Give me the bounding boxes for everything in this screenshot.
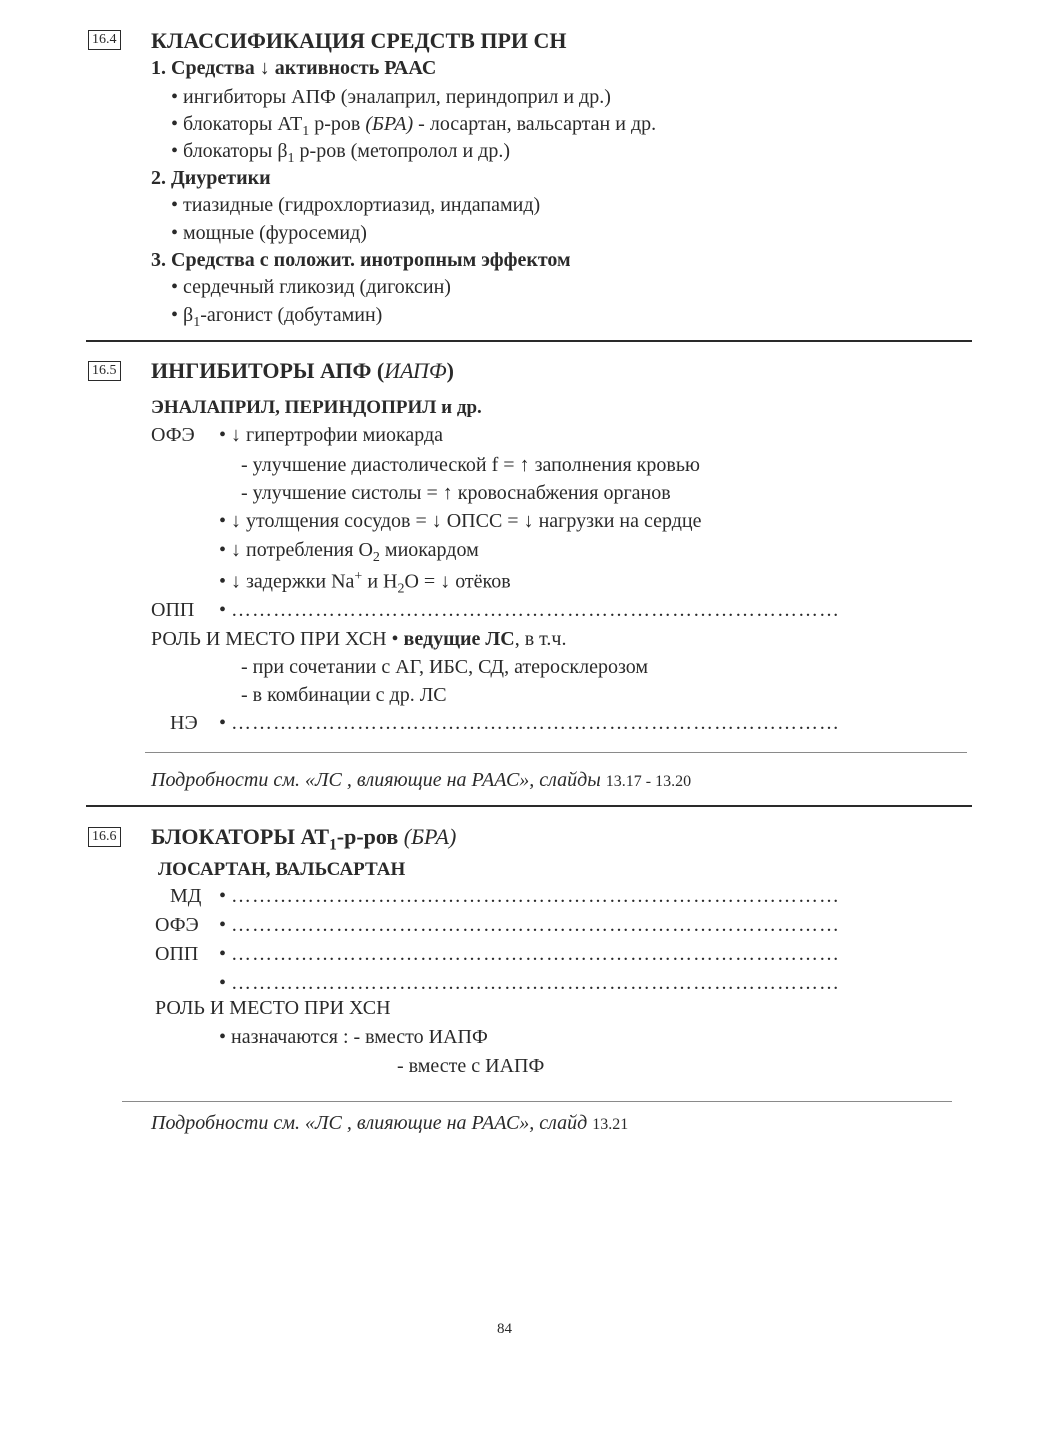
fill-in-line: • ……………………………………………………………………………	[219, 972, 841, 994]
section-title: КЛАССИФИКАЦИЯ СРЕДСТВ ПРИ СН	[151, 28, 567, 53]
page-number: 84	[497, 1321, 512, 1337]
fill-in-line: • ……………………………………………………………………………	[219, 885, 841, 907]
section-title: БЛОКАТОРЫ $АТ_1-р$-ров (БРА)	[151, 824, 457, 854]
note-divider	[145, 752, 967, 753]
list-item: • $\beta_1$-агонист (добутамин)	[171, 304, 383, 330]
section-number-box: 16.4	[88, 30, 121, 50]
sub-item: - улучшение диастолической f = ↑ заполнения кровью	[241, 454, 700, 476]
list-item: • блокаторы $\beta_1$ р-ров (метопролол и др.)	[171, 140, 510, 166]
ne-label: НЭ	[170, 712, 198, 734]
group-heading: 1. Средства ↓ активность РААС	[151, 57, 437, 79]
fill-in-line: • ……………………………………………………………………………	[219, 914, 841, 936]
section-number-box: 16.5	[88, 361, 121, 381]
opp-label: ОПП	[151, 599, 195, 621]
md-label: МД	[170, 885, 202, 907]
fill-in-line: • ……………………………………………………………………………	[219, 943, 841, 965]
list-item: • назначаются : - вместо ИАПФ	[219, 1026, 488, 1048]
list-item: • ингибиторы АПФ (эналаприл, периндоприл и др.)	[171, 86, 611, 108]
list-item: • ↓ задержки Na+ и $H_2O$ = ↓ отёков	[219, 569, 511, 597]
group-heading: 3. Средства с положит. инотропным эффектом	[151, 249, 571, 271]
list-item: • сердечный гликозид (дигоксин)	[171, 276, 451, 298]
list-item: • ↓ потребления $О_2$ миокардом	[219, 539, 479, 565]
list-item: • ↓ гипертрофии миокарда	[219, 424, 444, 446]
ofe-label: ОФЭ	[151, 424, 195, 446]
list-item: • ↓ утолщения сосудов = ↓ ОПСС = ↓ нагрузки на сердце	[219, 510, 702, 532]
sub-item: - улучшение систолы = ↑ кровоснабжения органов	[241, 482, 671, 504]
sub-item: - при сочетании с АГ, ИБС, СД, атеросклерозом	[241, 656, 649, 678]
group-heading: 2. Диуретики	[151, 167, 271, 189]
list-item: • тиазидные (гидрохлортиазид, индапамид)	[171, 194, 541, 216]
section-title: ИНГИБИТОРЫ АПФ (ИАПФ)	[151, 358, 454, 383]
sub-item: - вместе с ИАПФ	[397, 1055, 545, 1077]
section-divider	[86, 340, 972, 342]
ofe-label: ОФЭ	[155, 914, 199, 936]
reference-note: Подробности см. «ЛС , влияющие на РААС», слайды 13.17 - 13.20	[151, 769, 692, 791]
list-item: • блокаторы $АТ_1$ р-ров (БРА) - лосартан, вальсартан и др.	[171, 113, 657, 139]
reference-note: Подробности см. «ЛС , влияющие на РААС», слайд 13.21	[151, 1112, 629, 1134]
note-divider	[122, 1101, 952, 1102]
role-line: РОЛЬ И МЕСТО ПРИ ХСН • ведущие ЛС, в т.ч.	[151, 628, 567, 650]
fill-in-line: • ……………………………………………………………………………	[219, 599, 841, 621]
drug-names: ЛОСАРТАН, ВАЛЬСАРТАН	[158, 859, 406, 880]
opp-label: ОПП	[155, 943, 199, 965]
section-divider	[86, 805, 972, 807]
drug-names: ЭНАЛАПРИЛ, ПЕРИНДОПРИЛ и др.	[151, 397, 482, 418]
fill-in-line: • ……………………………………………………………………………	[219, 712, 841, 734]
role-line: РОЛЬ И МЕСТО ПРИ ХСН	[155, 997, 391, 1019]
section-number-box: 16.6	[88, 827, 121, 847]
sub-item: - в комбинации с др. ЛС	[241, 684, 447, 706]
list-item: • мощные (фуросемид)	[171, 222, 367, 244]
